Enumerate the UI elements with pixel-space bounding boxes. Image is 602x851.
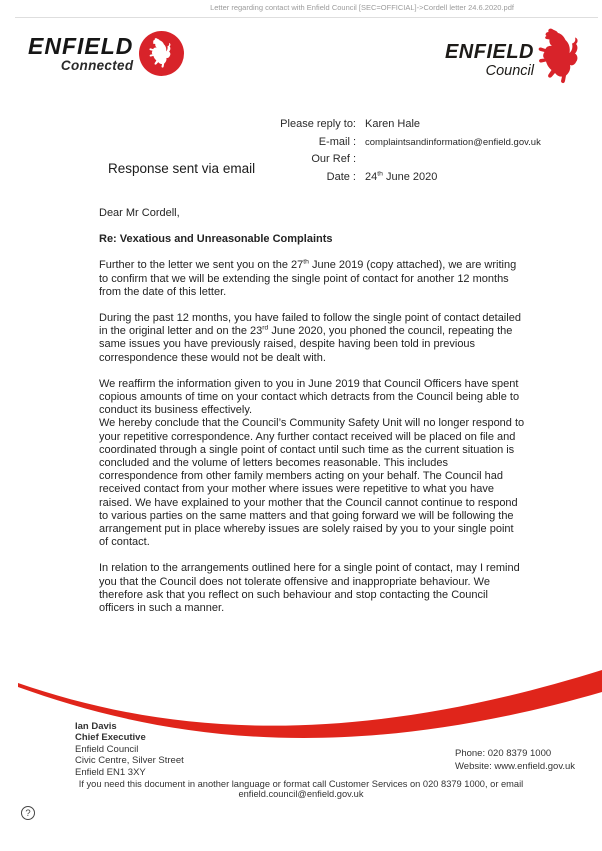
reply-to-label: Please reply to: [280, 118, 356, 130]
signatory-block [75, 721, 184, 778]
logo-left-tagline: Connected [60, 57, 134, 73]
phone-number: Phone: 020 8379 1000 [455, 748, 552, 759]
website-url: Website: www.enfield.gov.uk [455, 760, 576, 772]
contact-block [455, 748, 575, 774]
address-line: Enfield Council [75, 743, 139, 755]
letter-body [99, 207, 525, 628]
reply-to-value: Karen Hale [365, 118, 421, 130]
enfield-connected-logo-text [28, 32, 134, 73]
salutation: Dear Mr Cordell, [99, 207, 180, 219]
signatory-name: Ian Davis [75, 721, 117, 732]
paragraph: During the past 12 months, you have failed to follow the single point of contact detailed in the original letter and on the 23rd June 2020, you phoned the council, repeating the same issues you have previously raised, despite having been told in previous correspondence these would not be dealt with. [99, 312, 521, 364]
titlebar-divider [15, 17, 598, 18]
logo-right-tagline: Council [485, 63, 534, 79]
lion-rampant-icon [535, 27, 587, 87]
logo-left-name: ENFIELD [28, 32, 134, 59]
paragraph: In relation to the arrangements outlined here for a single point of contact, may I remind you that the Council does not tolerate offensive and inappropriate behaviour. We therefore ask that you reflect on such behaviour and stop contacting the Council officers in such a manner. [99, 562, 520, 615]
document-title: Letter regarding contact with Enfield Council [SEC=OFFICIAL]->Cordell letter 24.6.2020.pdf [210, 3, 514, 12]
paragraph: We hereby conclude that the Council’s Community Safety Unit will no longer respond to your repetitive correspondence. Any further contact received will be placed on file and coordinated through a single point of contact until such time as the current situation is concluded and the volume of letters becomes reasonable. This includes correspondence from other family members acting on your behalf. The Council had received contact from your mother where issues were repetitive to what you have raised. We have explained to your mother that the Council cannot continue to respond to various parties on the same matters and that going forward we will be following the arrangement put in place whereby issues are solely raised by you to your single point of contact. [99, 417, 525, 549]
date-value: 24th June 2020 [365, 170, 438, 183]
response-channel-note: Response sent via email [108, 161, 256, 176]
address-line: Enfield EN1 3XY [75, 766, 146, 778]
subject-line: Re: Vexatious and Unreasonable Complaints [99, 233, 333, 246]
language-access-notice: If you need this document in another language or format call Customer Services on 020 8379 1000, or email enfield.council@enfield.gov.uk [78, 779, 524, 799]
our-ref-label: Our Ref : [311, 153, 356, 166]
date-label: Date : [326, 170, 356, 183]
address-line: Civic Centre, Silver Street [75, 755, 184, 767]
letter-header-fields [228, 118, 558, 188]
logo-right-name: ENFIELD [444, 41, 534, 63]
signatory-title: Chief Executive [75, 732, 146, 744]
enfield-connected-logo [28, 31, 184, 76]
paragraph: Further to the letter we sent you on the 27th June 2019 (copy attached), we are writing to confirm that we will be extending the single point of contact for another 12 months from the date of this letter. [99, 258, 517, 298]
question-mark-circle-icon[interactable]: ? [21, 806, 35, 820]
email-row [228, 136, 558, 154]
enfield-council-logo-text [445, 43, 534, 79]
lion-rampant-icon [148, 37, 175, 70]
reply-to-row [228, 118, 558, 136]
email-value: complaintsandinformation@enfield.gov.uk [365, 136, 541, 148]
date-row [228, 171, 558, 189]
email-label: E-mail : [318, 135, 356, 148]
enfield-council-logo [445, 27, 587, 87]
our-ref-row [228, 153, 558, 171]
paragraph: We reaffirm the information given to you in June 2019 that Council Officers have spent copious amounts of time on your contact which detracts from the Council being able to conduct its business effectively. [99, 377, 520, 417]
red-roundel [139, 31, 184, 76]
